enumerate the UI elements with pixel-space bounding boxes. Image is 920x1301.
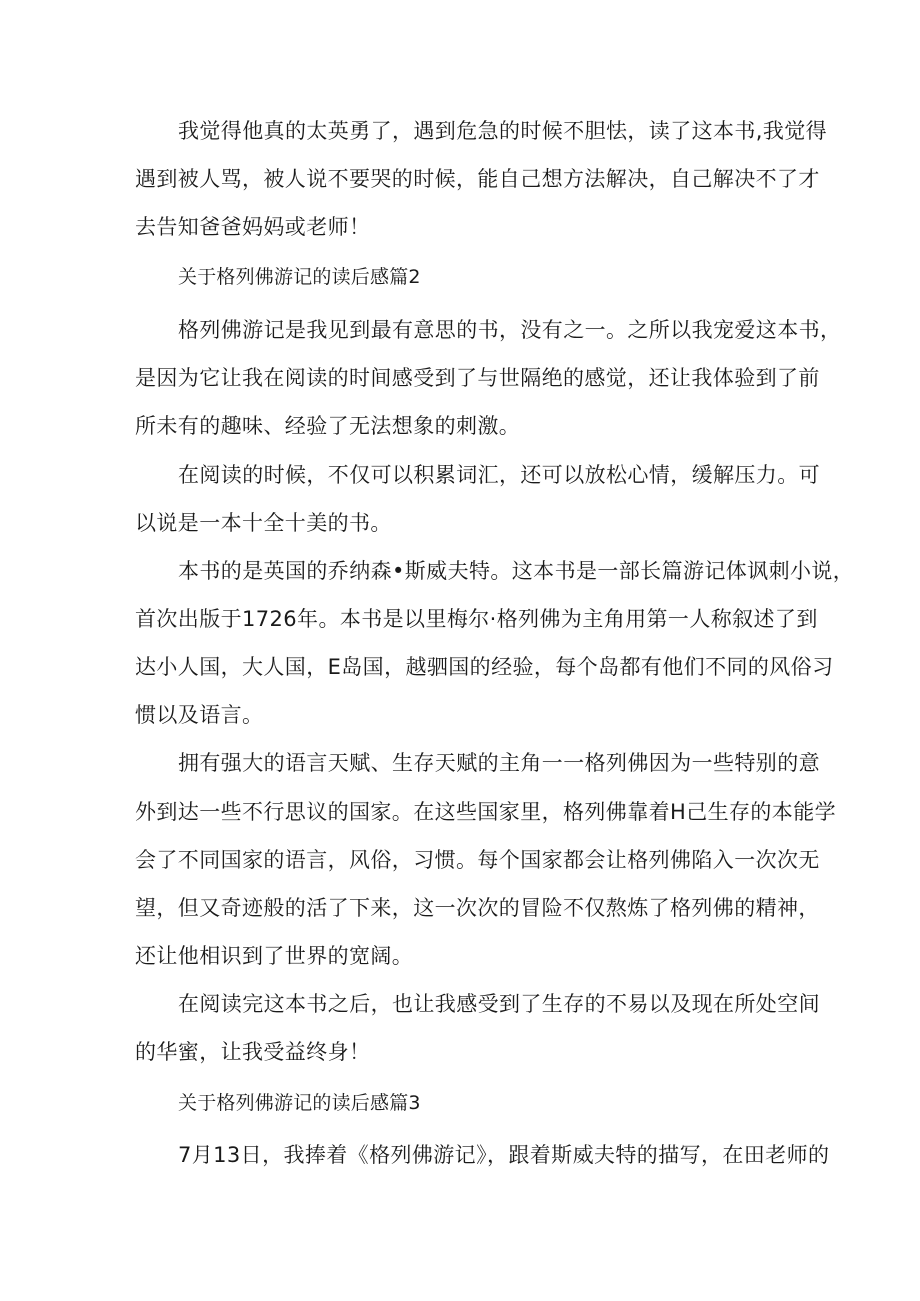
paragraph-line: 的华蜜，让我受益终身！ <box>135 1040 371 1064</box>
paragraph-line: 会了不同国家的语言，风俗，习惯。每个国家都会让格列佛陷入一次次无 <box>135 848 820 872</box>
paragraph-line: 达小人国，大人国，E岛国，越驷国的经验，每个岛都有他们不同的风俗习 <box>135 655 834 679</box>
paragraph-line: 惯以及语言。 <box>135 703 264 727</box>
paragraph-line: 以说是一本十全十美的书。 <box>135 511 392 535</box>
paragraph-line: 去告知爸爸妈妈或老师！ <box>135 215 371 239</box>
paragraph-line: 所未有的趣味、经验了无法想象的刺激。 <box>135 414 521 438</box>
paragraph-line: 是因为它让我在阅读的时间感受到了与世隔绝的感觉，还让我体验到了前 <box>135 366 820 390</box>
paragraph-line: 外到达一些不行思议的国家。在这些国家里，格列佛靠着H己生存的本能学 <box>135 800 836 824</box>
paragraph-line: 格列佛游记是我见到最有意思的书，没有之一。之所以我宠爱这本书， <box>178 318 842 342</box>
paragraph-line: 本书的是英国的乔纳森•斯威夫特。这本书是一部长篇游记体讽刺小说， <box>178 559 855 583</box>
paragraph-line: 遇到被人骂，被人说不要哭的时候，能自己想方法解决，自己解决不了才 <box>135 167 820 191</box>
paragraph-line: 望，但又奇迹般的活了下来，这一次次的冒险不仅熬炼了格列佛的精神， <box>135 896 820 920</box>
paragraph-line: 首次出版于1726年。本书是以里梅尔·格列佛为主角用第一人称叙述了到 <box>135 607 818 631</box>
paragraph-line: 还让他相识到了世界的宽阔。 <box>135 944 414 968</box>
paragraph-line: 拥有强大的语言天赋、生存天赋的主角一一格列佛因为一些特别的意 <box>178 751 820 775</box>
paragraph-line: 在阅读完这本书之后，也让我感受到了生存的不易以及现在所处空间 <box>178 992 820 1016</box>
section-heading: 关于格列佛游记的读后感篇2 <box>178 266 421 288</box>
paragraph-line: 我觉得他真的太英勇了，遇到危急的时候不胆怯，读了这本书,我觉得 <box>178 119 828 143</box>
paragraph-line: 7月13日，我捧着《格列佛游记》，跟着斯威夫特的描写，在田老师的 <box>178 1143 830 1167</box>
section-heading: 关于格列佛游记的读后感篇3 <box>178 1092 421 1114</box>
paragraph-line: 在阅读的时候，不仅可以积累词汇，还可以放松心情，缓解压力。可 <box>178 463 820 487</box>
